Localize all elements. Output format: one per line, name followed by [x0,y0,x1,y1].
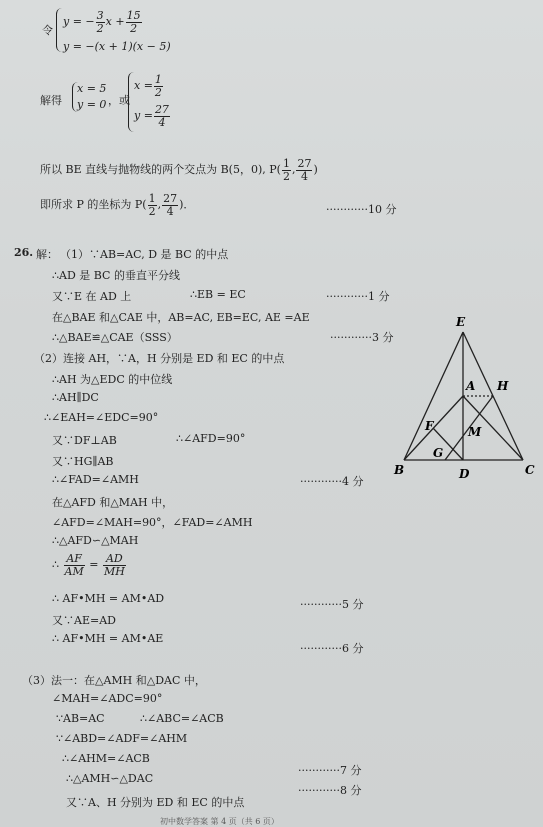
label-F: F [425,419,434,433]
part2-line2: ∴AH 为△EDC 的中位线 [52,373,173,386]
score-8: ············8 分 [298,784,362,797]
solution-2-y: y = $\frac{27}{4}$ [134,103,169,129]
part2-line10: ∴△AFD∽△MAH [52,534,139,547]
label-G: G [433,446,444,460]
label-M: M [468,425,482,439]
part2-line13: ∴ AF•MH = AM•AE [52,632,164,645]
part2-line8: 在△AFD 和△MAH 中， [52,496,174,509]
part3-line7: 又∵A、H 分别为 ED 和 EC 的中点 [66,796,245,809]
part2-line1: （2）连接 AH，∵A，H 分别是 ED 和 EC 的中点 [34,352,285,365]
score-5: ············5 分 [300,598,364,611]
label-A: A [466,379,476,393]
part2-line11: ∴ AF•MH = AM•AD [52,592,165,605]
p-coordinate-sentence: 即所求 P 的坐标为 P( $\frac{1}{2}$ , $\frac{27}{4}$ )． [40,192,195,218]
part3-line5: ∴∠AHM=∠ACB [62,752,150,765]
part1-line2: ∴AD 是 BC 的垂直平分线 [52,269,180,282]
label-H: H [497,379,509,393]
part2-line5a: 又∵DF⊥AB [52,434,117,447]
label-C: C [525,463,535,477]
score-3: ············3 分 [330,331,394,344]
part1-line3a: 又∵E 在 AD 上 [52,290,132,303]
part3-line2: ∠MAH=∠ADC=90° [52,692,163,705]
part3-line6: ∴△AMH∽△DAC [66,772,154,785]
intersection-sentence: 所以 BE 直线与抛物线的两个交点为 B(5，0), P( $\frac{1}{2}$ , $\frac{27}{4}$ ) [40,157,318,183]
part1-line3b: ∴EB = EC [190,288,246,301]
part1-line1: （1）∵AB=AC, D 是 BC 的中点 [60,248,229,261]
score-4: ············4 分 [300,475,364,488]
part2-line6: 又∵HG∥AB [52,455,114,468]
part2-line5b: ∴∠AFD=90° [176,432,246,445]
part2-proportion: ∴ $\frac{AF}{AM}$ = $\frac{AD}{MH}$ [52,552,125,578]
equation-1: y = − $\frac{3}{2}$ x + $\frac{15}{2}$ [63,9,141,35]
part1-line5: ∴△BAE≌△CAE（SSS） [52,331,178,344]
jiede-label: 解得 [40,94,62,107]
part2-line4: ∴∠EAH=∠EDC=90° [44,411,159,424]
page-footer: 初中数学答案 第 4 页（共 6 页） [160,817,279,826]
jie-label: 解： [36,248,58,261]
part3-line1: （3）法一：在△AMH 和△DAC 中， [22,674,206,687]
part3-line3b: ∴∠ABC=∠ACB [140,712,224,725]
part2-line12: 又∵AE=AD [52,614,116,627]
question-number: 26. [14,246,34,259]
score-7: ············7 分 [298,764,362,777]
part1-line4: 在△BAE 和△CAE 中，AB=AC, EB=EC, AE =AE [52,311,310,324]
label-B: B [394,463,405,477]
part3-line3a: ∵AB=AC [56,712,105,725]
label-E: E [456,315,466,329]
part3-line4: ∵∠ABD=∠ADF=∠AHM [56,732,188,745]
part2-line3: ∴AH∥DC [52,391,99,404]
segment-EB [404,332,463,460]
score-1: ············1 分 [326,290,390,303]
or-label: ，或 [108,94,130,107]
score-10: ············10 分 [326,203,397,216]
solution-1-x: x = 5 [77,82,107,95]
label-D: D [459,467,470,481]
equation-2: y = −(x + 1)(x − 5) [63,40,171,53]
part2-line7: ∴∠FAD=∠AMH [52,473,139,486]
score-6: ············6 分 [300,642,364,655]
ling-label: 令 [42,24,53,37]
solution-2-x: x = $\frac{1}{2}$ [134,73,162,99]
solution-1-y: y = 0 [77,98,107,111]
part2-line9: ∠AFD=∠MAH=90°，∠FAD=∠AMH [52,516,253,529]
